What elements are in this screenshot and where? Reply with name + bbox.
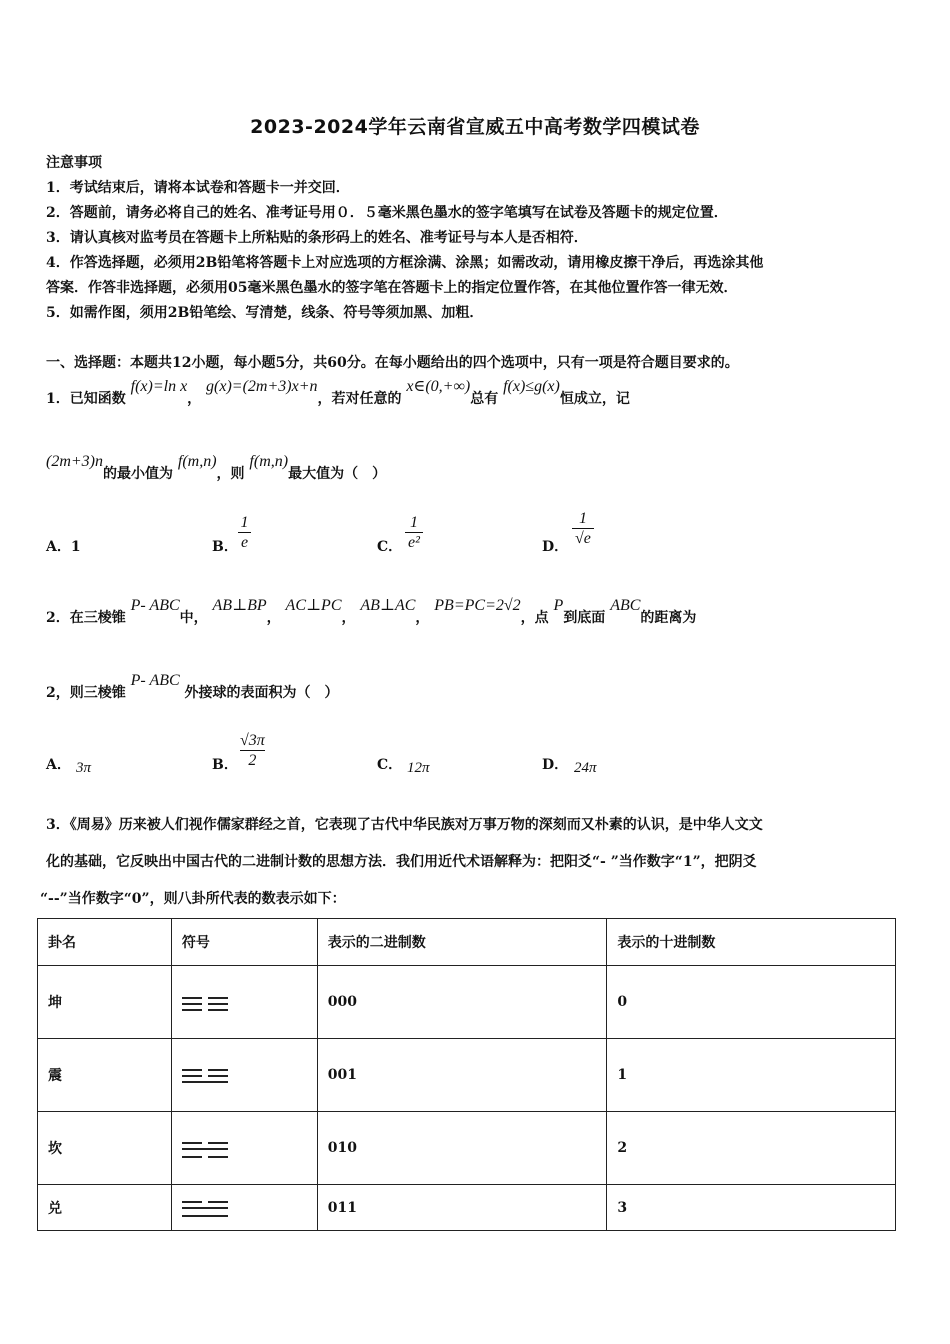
notice-item: 5．如需作图，须用2B铅笔绘、写清楚，线条、符号等须加黑、加粗． — [46, 305, 484, 321]
trigram-name: 震 — [38, 1039, 172, 1112]
bagua-table — [37, 918, 896, 1231]
table-row — [38, 1039, 896, 1112]
yang-line — [182, 1148, 228, 1152]
question-1-line-1: 1．已知函数 f(x)=ln x， g(x)=(2m+3)x+n，若对任意的 x∈(0,+∞)总有 f(x)≤g(x)恒成立，记 — [46, 378, 630, 407]
trigram-name: 坤 — [38, 966, 172, 1039]
q2-option-c-value: 12π — [407, 760, 430, 776]
binary-value: 000 — [317, 966, 607, 1039]
trigram-symbol-cell — [171, 966, 317, 1039]
trigram-symbol-cell — [171, 1185, 317, 1231]
table-header: 表示的二进制数 — [317, 919, 607, 966]
q2-option-b-label: B． — [212, 757, 238, 773]
table-header: 卦名 — [38, 919, 172, 966]
option-c-fraction: $\frac{1}{\text{e²}}$ — [405, 514, 423, 553]
yang-line — [182, 1081, 228, 1085]
yin-line — [182, 1201, 228, 1203]
yin-line — [182, 1009, 228, 1011]
q2-option-a-value: 3π — [76, 760, 92, 776]
question-3-line: “--”当作数字“0”，则八卦所代表的数表示如下： — [40, 891, 346, 907]
inequality-expression: f(x)≤g(x) — [503, 378, 560, 395]
option-d-label: D． — [542, 539, 569, 555]
notice-item: 答案．作答非选择题，必须用05毫米黑色墨水的签字笔在答题卡上的指定位置作答，在其他位置作答一律无效． — [46, 280, 738, 296]
q2-option-d-value: 24π — [574, 760, 597, 776]
notice-item: 1．考试结束后，请将本试卷和答题卡一并交回． — [46, 180, 350, 196]
table-row — [38, 966, 896, 1039]
q2-option-c-label: C． — [377, 757, 403, 773]
yin-line — [182, 1069, 228, 1071]
yin-line — [182, 1003, 228, 1005]
trigram-symbol-cell — [171, 1039, 317, 1112]
question-3-line: 3．《周易》历来被人们视作儒家群经之首，它表现了古代中华民族对万事万物的深刻而又朴素的认识，是中华人文文 — [46, 817, 763, 833]
binary-value: 010 — [317, 1112, 607, 1185]
q2-option-a-label: A． — [46, 757, 71, 773]
option-d-fraction: $\frac{1}{√e}$ — [572, 510, 594, 549]
notice-heading: 注意事项 — [46, 155, 102, 171]
question-2-line-2: 2，则三棱锥 P- ABC 外接球的表面积为（ ） — [46, 672, 339, 701]
trigram-name: 坎 — [38, 1112, 172, 1185]
yin-line — [182, 1156, 228, 1158]
binary-value: 001 — [317, 1039, 607, 1112]
yin-line — [182, 1142, 228, 1144]
zhen-trigram-symbol — [182, 1065, 228, 1085]
question-2-line-1: 2．在三棱锥 P- ABC中， AB⊥BP， AC⊥PC， AB⊥AC， PB=PC=2√2，点 P到底面 ABC的距离为 — [46, 597, 697, 626]
q2-option-b-fraction: $\frac{√3\pi}{2}$ — [240, 732, 265, 769]
decimal-value: 2 — [607, 1112, 896, 1185]
yang-line — [182, 1207, 228, 1211]
decimal-value: 0 — [607, 966, 896, 1039]
notice-item: 4．作答选择题，必须用2B铅笔将答题卡上对应选项的方框涂满、涂黑；如需改动，请用橡皮擦干净后，再选涂其他 — [46, 255, 764, 271]
yin-line — [182, 1075, 228, 1077]
option-a-label: A．1 — [46, 539, 81, 555]
question-3-line: 化的基础，它反映出中国古代的二进制计数的思想方法．我们用近代术语解释为：把阳爻“- ”当作数字“1”，把阴爻 — [46, 854, 757, 870]
table-row — [38, 1185, 896, 1231]
g-definition: g(x)=(2m+3)x+n — [206, 378, 318, 395]
trigram-name: 兑 — [38, 1185, 172, 1231]
decimal-value: 3 — [607, 1185, 896, 1231]
option-b-label: B． — [212, 539, 238, 555]
yang-line — [182, 1215, 228, 1219]
kun-trigram-symbol — [182, 993, 228, 1011]
yin-line — [182, 997, 228, 999]
fmn-expression: f(m,n) — [177, 453, 217, 470]
table-header: 表示的十进制数 — [607, 919, 896, 966]
dui-trigram-symbol — [182, 1197, 228, 1219]
notice-item: 2．答题前，请务必将自己的姓名、准考证号用０．５毫米黑色墨水的签字笔填写在试卷及答题卡的规定位置． — [46, 205, 728, 221]
question-1-line-2: (2m+3)n的最小值为 f(m,n)，则 f(m,n)最大值为（ ） — [46, 453, 387, 482]
table-header: 符号 — [171, 919, 317, 966]
f-definition: f(x)=ln x — [130, 378, 188, 395]
fmn-expression: f(m,n) — [249, 453, 289, 470]
product-expression: (2m+3)n — [46, 453, 104, 470]
notice-item: 3．请认真核对监考员在答题卡上所粘贴的条形码上的姓名、准考证号与本人是否相符． — [46, 230, 588, 246]
binary-value: 011 — [317, 1185, 607, 1231]
domain-expression: x∈(0,+∞) — [406, 378, 471, 395]
q2-option-d-label: D． — [542, 757, 569, 773]
section-heading: 一、选择题：本题共12小题，每小题5分，共60分。在每小题给出的四个选项中，只有一项是符合题目要求的。 — [46, 355, 739, 371]
table-row — [38, 1112, 896, 1185]
table-header-row — [38, 919, 896, 966]
option-c-label: C． — [377, 539, 403, 555]
trigram-symbol-cell — [171, 1112, 317, 1185]
option-b-fraction: $\frac{1}{e}$ — [238, 514, 251, 553]
kan-trigram-symbol — [182, 1138, 228, 1158]
page-title: 2023-2024学年云南省宣威五中高考数学四模试卷 — [250, 116, 700, 138]
decimal-value: 1 — [607, 1039, 896, 1112]
